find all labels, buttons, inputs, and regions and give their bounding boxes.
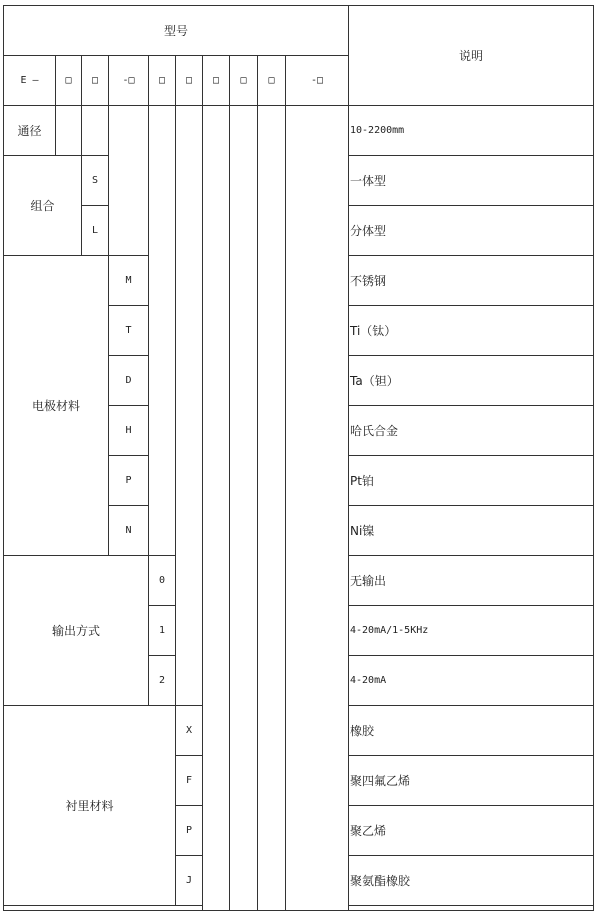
lining-desc: 聚四氟乙烯	[348, 755, 594, 806]
electrode-desc: Ni镍	[348, 505, 594, 556]
model-header: 型号	[3, 5, 349, 56]
combination-code: S	[81, 155, 109, 206]
electrode-desc: Ti（钛）	[348, 305, 594, 356]
next-row-desc	[348, 905, 594, 911]
model-code-box: □	[257, 55, 286, 106]
electrode-code: N	[108, 505, 149, 556]
electrode-desc: Ta（钽）	[348, 355, 594, 406]
electrode-code: M	[108, 255, 149, 306]
code-column	[148, 105, 176, 556]
lining-desc: 橡胶	[348, 705, 594, 756]
electrode-code: P	[108, 455, 149, 506]
description-header: 说明	[348, 5, 594, 106]
code-column	[108, 105, 149, 256]
electrode-code: H	[108, 405, 149, 456]
output-label: 输出方式	[3, 555, 149, 706]
diameter-desc: 10-2200mm	[348, 105, 594, 156]
model-code-box: □	[55, 55, 82, 106]
lining-desc: 聚氨酯橡胶	[348, 855, 594, 906]
model-code-box: □	[202, 55, 230, 106]
combination-code: L	[81, 205, 109, 256]
diameter-label: 通径	[3, 105, 56, 156]
model-code-prefix: E —	[3, 55, 56, 106]
output-desc: 4-20mA/1-5KHz	[348, 605, 594, 656]
electrode-label: 电极材料	[3, 255, 109, 556]
output-code: 1	[148, 605, 176, 656]
electrode-desc: Pt铂	[348, 455, 594, 506]
code-column	[81, 105, 109, 156]
lining-desc: 聚乙烯	[348, 805, 594, 856]
electrode-code: D	[108, 355, 149, 406]
electrode-code: T	[108, 305, 149, 356]
output-code: 2	[148, 655, 176, 706]
code-column	[285, 105, 349, 911]
model-code-box: □	[148, 55, 176, 106]
lining-label: 衬里材料	[3, 705, 176, 906]
lining-code: P	[175, 805, 203, 856]
model-code-box: □	[81, 55, 109, 106]
output-code: 0	[148, 555, 176, 606]
model-code-box: □	[175, 55, 203, 106]
code-column	[229, 105, 258, 911]
code-column	[175, 105, 203, 706]
model-code-box: -□	[285, 55, 349, 106]
lining-code: X	[175, 705, 203, 756]
code-column	[257, 105, 286, 911]
electrode-desc: 哈氏合金	[348, 405, 594, 456]
combination-desc: 分体型	[348, 205, 594, 256]
combination-label: 组合	[3, 155, 82, 256]
output-desc: 无输出	[348, 555, 594, 606]
lining-code: F	[175, 755, 203, 806]
output-desc: 4-20mA	[348, 655, 594, 706]
code-column	[202, 105, 230, 911]
model-code-box: □	[229, 55, 258, 106]
next-row-label	[3, 905, 203, 911]
lining-code: J	[175, 855, 203, 906]
diameter-code	[55, 105, 82, 156]
combination-desc: 一体型	[348, 155, 594, 206]
model-code-box: -□	[108, 55, 149, 106]
electrode-desc: 不锈钢	[348, 255, 594, 306]
